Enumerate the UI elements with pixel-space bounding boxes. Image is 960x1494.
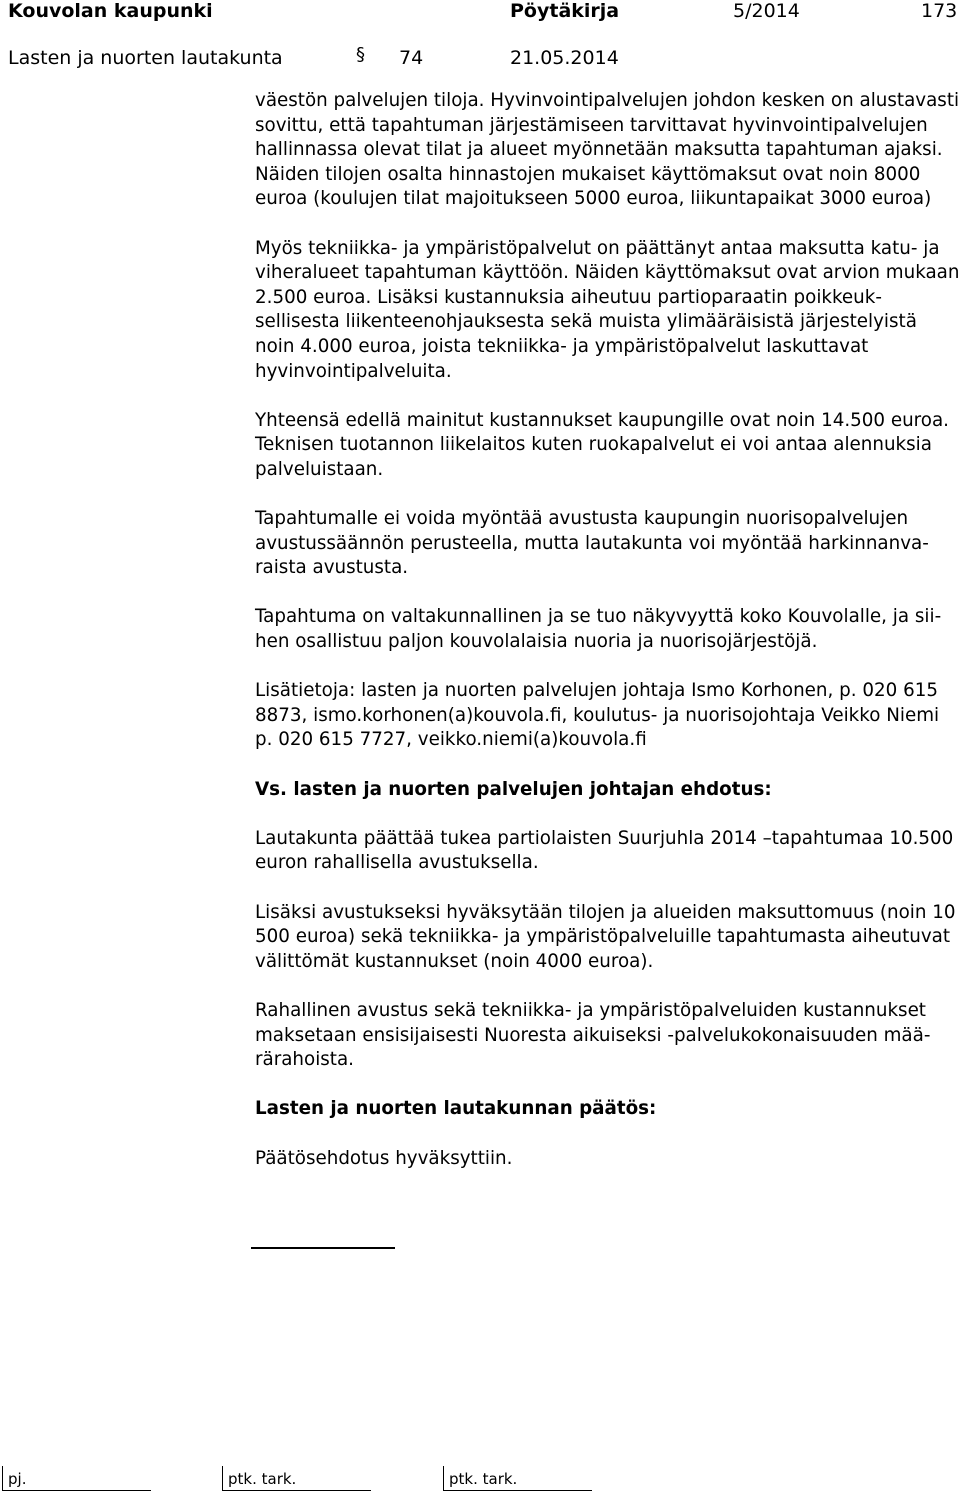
proposal-paragraph: Lisäksi avustukseksi hyväksytään tilojen ja alueiden maksuttomuus (noin 10 500 euroa) sekä tekniikka- ja ympäristöpalveluille tapahtumasta aiheutuvat välittömät kustannukset (noin 4000 euroa).	[255, 901, 956, 972]
meeting-date: 21.05.2014	[510, 47, 619, 69]
decision-text: Päätösehdotus hyväksyttiin.	[255, 1147, 513, 1169]
initials-box-reviewer-1	[228, 1470, 296, 1488]
initials-label: ptk. tark.	[449, 1470, 518, 1488]
initials-box-chair	[8, 1470, 26, 1488]
paragraph: Tapahtumalle ei voida myöntää avustusta kaupungin nuorisopalvelujen avustussäännön perusteella, mutta lautakunta voi myöntää harkinnanvaraista avustusta.	[255, 508, 929, 579]
initials-label: pj.	[8, 1470, 27, 1488]
page-number: 173	[921, 0, 958, 22]
city-name: Kouvolan kaupunki	[8, 0, 213, 22]
paragraph: Tapahtuma on valtakunnallinen ja se tuo näkyvyyttä koko Kouvolalle, ja siihen osallistuu paljon kouvolalaisia nuoria ja nuorisojärjestöjä.	[255, 606, 942, 653]
committee-name: Lasten ja nuorten lautakunta	[8, 47, 283, 69]
section-sign-icon: §	[356, 44, 365, 65]
document-type: Pöytäkirja	[510, 0, 620, 22]
paragraph: Lisätietoja: lasten ja nuorten palvelujen johtaja Ismo Korhonen, p. 020 615 8873, ismo.korhonen(a)kouvola.fi, koulutus- ja nuorisojohtaja Veikko Niemi p. 020 615 7727, veikko.niemi(a)kouvola.fi	[255, 680, 940, 751]
proposal-heading: Vs. lasten ja nuorten palvelujen johtajan ehdotus:	[255, 778, 772, 800]
issue-number: 5/2014	[733, 0, 800, 22]
signature-line	[251, 1247, 395, 1249]
section-number: 74	[399, 47, 424, 69]
proposal-paragraph: Rahallinen avustus sekä tekniikka- ja ympäristöpalveluiden kustannukset maksetaan ensisijaisesti Nuoresta aikuiseksi -palvelukokonaisuuden määrärahoista.	[255, 999, 931, 1071]
document-body	[255, 89, 960, 1171]
initials-box-reviewer-2	[449, 1470, 517, 1488]
paragraph: väestön palvelujen tiloja. Hyvinvointipalvelujen johdon kesken on alustavasti sovittu, että tapahtuman järjestämiseen tarvittavat hyvinvointipalvelujen hallinnassa olevat tilat ja alueet myönnetään maksutta tapahtuman ajaksi. Näiden tilojen osalta hinnastojen mukaiset käyttömaksut ovat noin 8000 euroa (koulujen tilat majoitukseen 5000 euroa, liikuntapaikat 3000 euroa)	[255, 90, 960, 210]
decision-heading: Lasten ja nuorten lautakunnan päätös:	[255, 1098, 657, 1120]
proposal-paragraph: Lautakunta päättää tukea partiolaisten Suurjuhla 2014 –tapahtumaa 10.500 euron rahallisella avustuksella.	[255, 827, 954, 874]
paragraph: Myös tekniikka- ja ympäristöpalvelut on päättänyt antaa maksutta katu- ja viheralueet tapahtuman käyttöön. Näiden käyttömaksut ovat arvion mukaan 2.500 euroa. Lisäksi kustannuksia aiheutuu partioparaatin poikkeuksellisesta liikenteenohjauksesta sekä muista ylimääräisistä järjestelyistä noin 4.000 euroa, joista tekniikka- ja ympäristöpalvelut laskuttavat hyvinvointipalveluita.	[255, 237, 960, 382]
initials-label: ptk. tark.	[228, 1470, 297, 1488]
paragraph: Yhteensä edellä mainitut kustannukset kaupungille ovat noin 14.500 euroa. Teknisen tuotannon liikelaitos kuten ruokapalvelut ei voi antaa alennuksia palveluistaan.	[255, 409, 949, 480]
